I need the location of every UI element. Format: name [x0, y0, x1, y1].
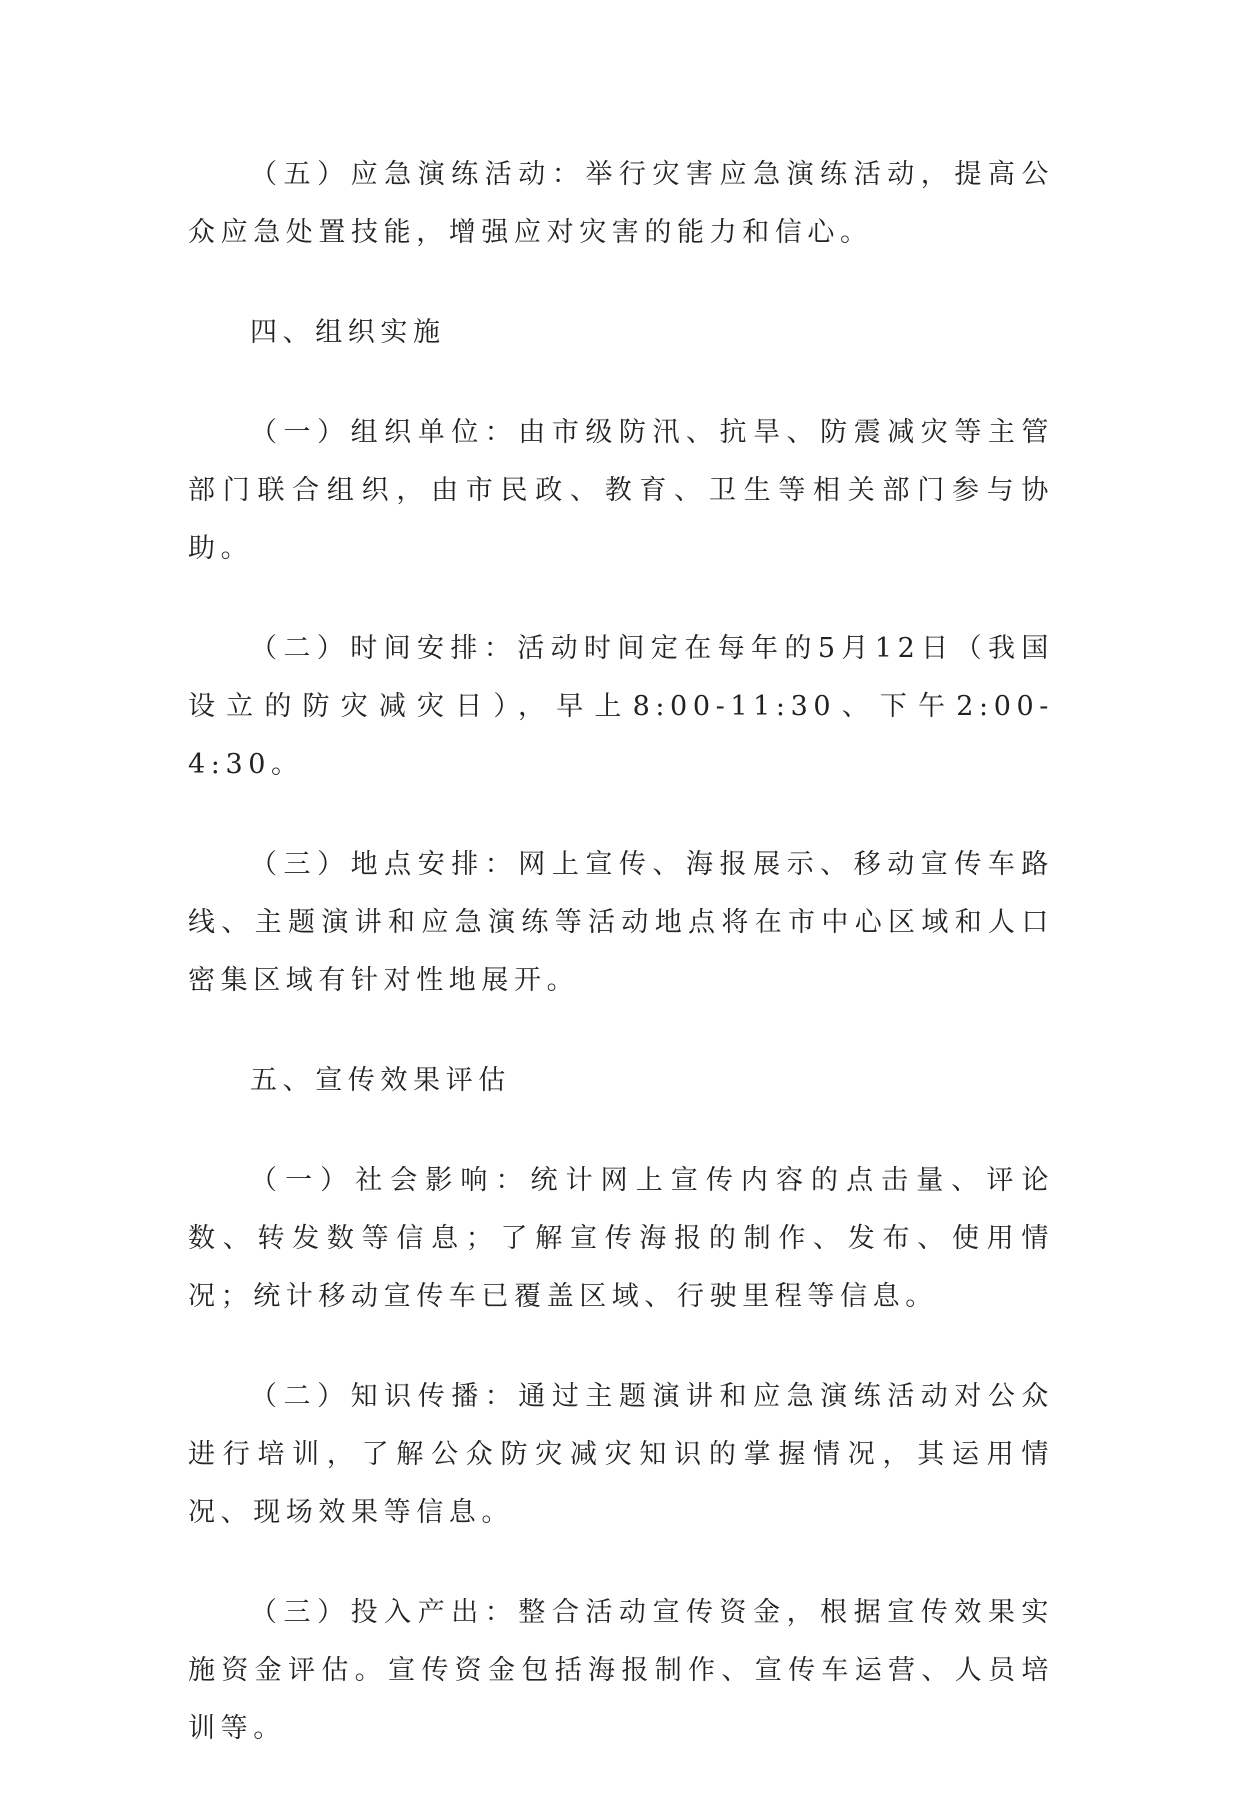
document-body — [188, 146, 1054, 1800]
paragraph-organizing-unit: （一）组织单位：由市级防汛、抗旱、防震减灾等主管部门联合组织，由市民政、教育、卫生等相关部门参与协助。 — [188, 417, 1054, 564]
paragraph-knowledge-spread: （二）知识传播：通过主题演讲和应急演练活动对公众进行培训，了解公众防灾减灾知识的掌握情况，其运用情况、现场效果等信息。 — [188, 1381, 1054, 1528]
paragraph-emergency-drill: （五）应急演练活动：举行灾害应急演练活动，提高公众应急处置技能，增强应对灾害的能力和信心。 — [188, 159, 1054, 248]
paragraph-time-arrangement: （二）时间安排：活动时间定在每年的5月12日（我国设立的防灾减灾日），早上8:00-11:30、下午2:00-4:30。 — [188, 633, 1054, 780]
section-heading-evaluation: 五、宣传效果评估 — [250, 1065, 511, 1096]
paragraph-input-output: （三）投入产出：整合活动宣传资金，根据宣传效果实施资金评估。宣传资金包括海报制作、宣传车运营、人员培训等。 — [188, 1597, 1054, 1744]
section-heading-organization: 四、组织实施 — [250, 317, 446, 348]
paragraph-location-arrangement: （三）地点安排：网上宣传、海报展示、移动宣传车路线、主题演讲和应急演练等活动地点将在市中心区域和人口密集区域有针对性地展开。 — [188, 849, 1054, 996]
paragraph-social-impact: （一）社会影响：统计网上宣传内容的点击量、评论数、转发数等信息；了解宣传海报的制作、发布、使用情况；统计移动宣传车已覆盖区域、行驶里程等信息。 — [188, 1165, 1054, 1312]
